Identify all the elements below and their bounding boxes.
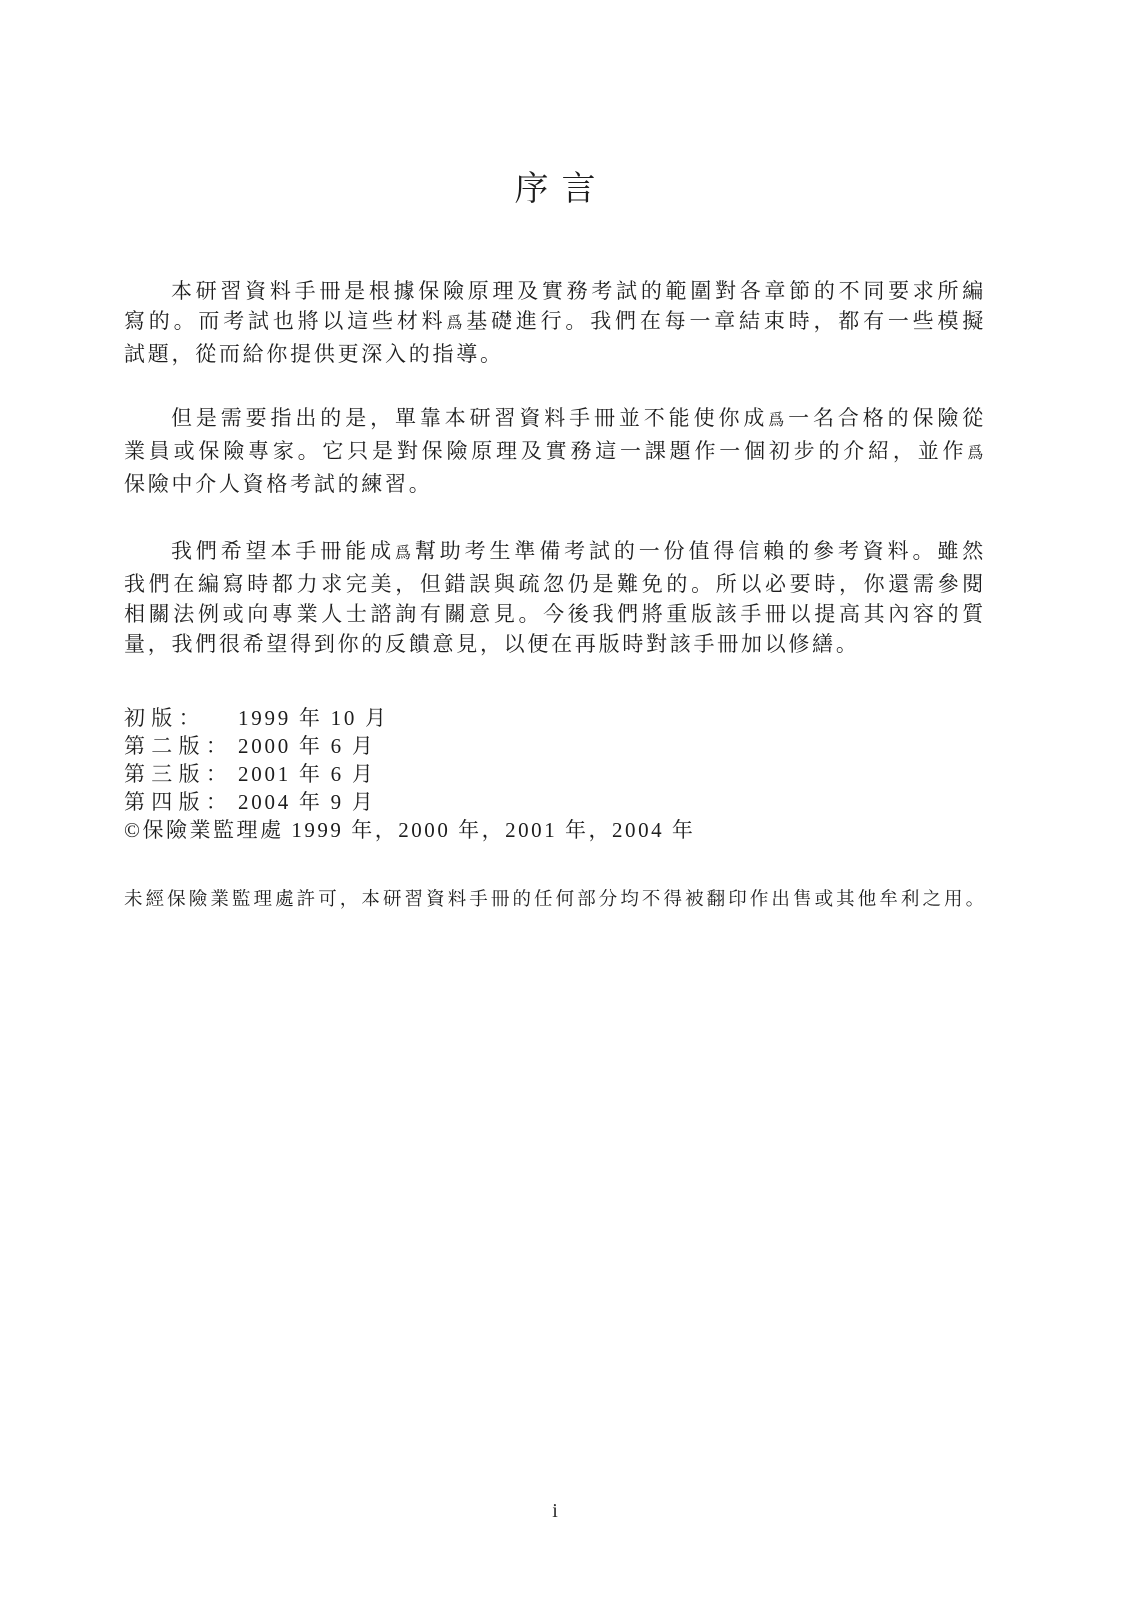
edition-row-first [124,704,986,732]
paragraph-1-line-2: 寫的。而考試也將以這些材料爲基礎進行。我們在每一章結束時，都有一些模擬 [124,309,987,333]
paragraph-2-line-2: 業員或保險專家。它只是對保險原理及實務這一課題作一個初步的介紹，並作爲 [124,439,986,463]
edition-row-third [124,760,986,788]
paragraph-3-line-4: 量，我們很希望得到你的反饋意見，以便在再版時對該手冊加以修繕。 [124,632,860,656]
text-block [124,0,986,913]
edition-label: 第二版： [124,734,234,758]
reproduction-disclaimer: 未經保險業監理處許可，本研習資料手冊的任何部分均不得被翻印作出售或其他牟利之用。 [124,890,986,910]
paragraph-1-line-3: 試題，從而給你提供更深入的指導。 [124,342,504,366]
edition-row-second [124,732,986,760]
paragraph-1 [124,276,986,369]
paragraph-2-line-3: 保險中介人資格考試的練習。 [124,472,433,496]
paragraph-2 [124,403,986,499]
edition-history-list [124,704,986,816]
paragraph-3-line-2: 我們在編寫時都力求完美，但錯誤與疏忽仍是難免的。所以必要時，你還需參閱 [124,572,986,596]
edition-label: 第三版： [124,762,234,786]
page-number: i [552,1500,558,1522]
edition-date: 2004 年 9 月 [238,790,376,814]
paragraph-3-line-1: 我們希望本手冊能成爲幫助考生準備考試的一份值得信賴的參考資料。雖然 [171,539,986,563]
paragraph-3 [124,536,986,659]
edition-date: 2001 年 6 月 [238,762,376,786]
edition-label: 第四版： [124,790,234,814]
edition-date: 1999 年 10 月 [238,706,389,730]
edition-label: 初版： [124,706,206,730]
edition-date: 2000 年 6 月 [238,734,376,758]
paragraph-2-line-1: 但是需要指出的是，單靠本研習資料手冊並不能使你成爲一名合格的保險從 [171,406,986,430]
paragraph-1-line-1: 本研習資料手冊是根據保險原理及實務考試的範圍對各章節的不同要求所編 [171,279,986,303]
paragraph-3-line-3: 相關法例或向專業人士諮詢有關意見。今後我們將重版該手冊以提高其內容的質 [124,602,986,626]
page-title: 序言 [514,171,609,208]
copyright-line: ©保險業監理處 1999 年，2000 年，2001 年，2004 年 [124,818,696,842]
edition-row-fourth [124,788,986,816]
